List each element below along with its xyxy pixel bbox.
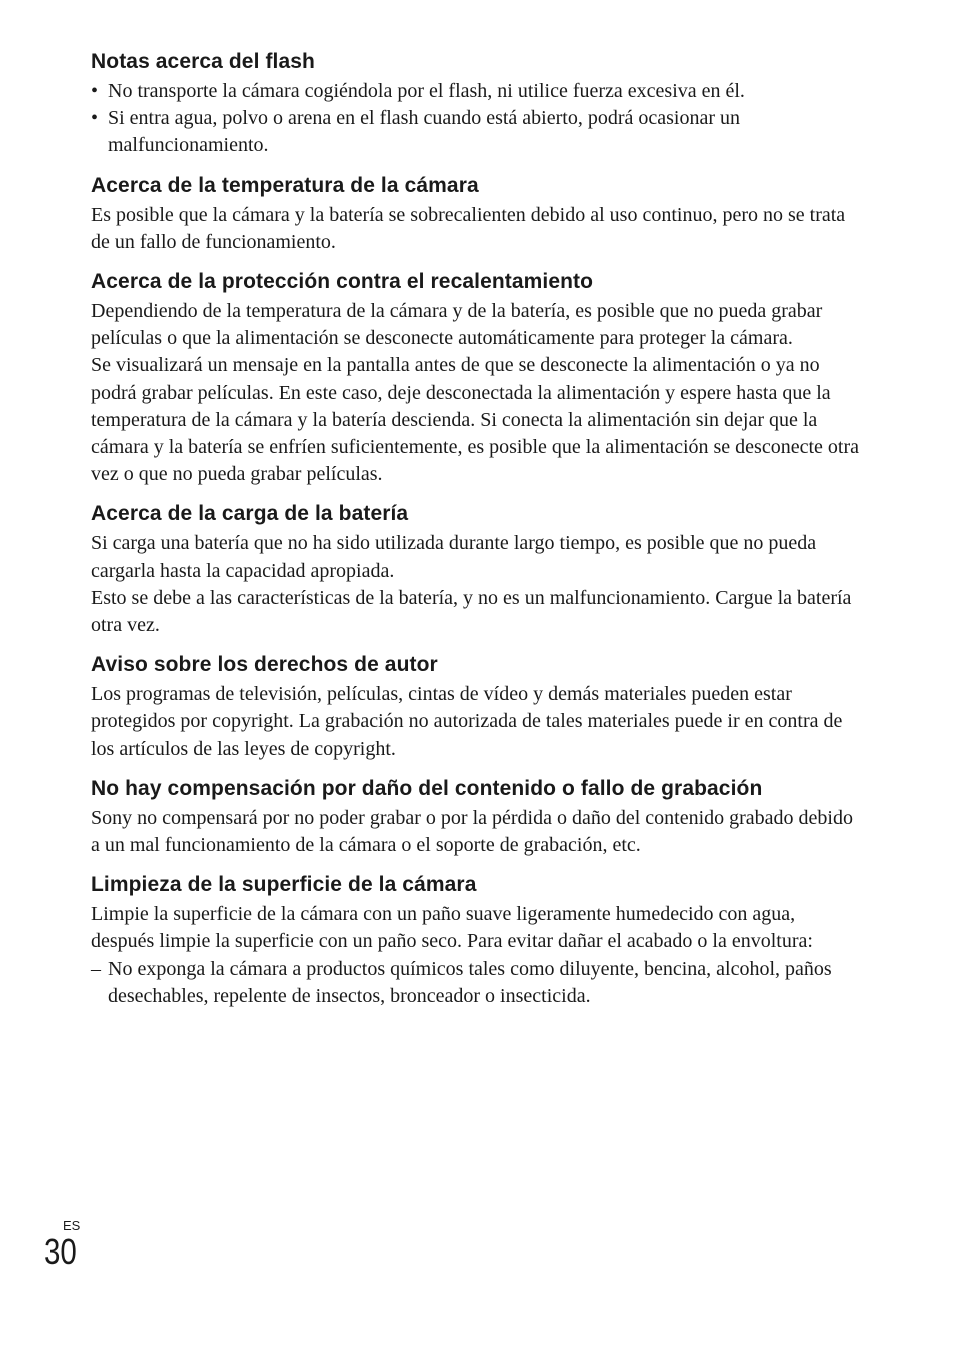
paragraph: Es posible que la cámara y la batería se sobrecalienten debido al uso continuo, pero no se trata de un fallo de funcionamiento.	[91, 203, 846, 253]
paragraph: Limpie la superficie de la cámara con un paño suave ligeramente humedecido con agua, después limpie la superficie con un paño seco. Para evitar dañar el acabado o la envoltura:	[91, 903, 813, 953]
section-heading: Notas acerca del flash	[91, 50, 315, 73]
paragraph: Esto se debe a las características de la batería, y no es un malfuncionamiento. Cargue la batería otra vez.	[91, 586, 852, 637]
paragraph: Los programas de televisión, películas, cintas de vídeo y demás materiales pueden estar protegidos por copyright. La grabación no autorizada de tales materiales puede ir en contra de los artículos de las leyes de copyright.	[91, 683, 843, 760]
bullet-marker: •	[91, 107, 99, 130]
page-number: 30	[44, 1231, 77, 1272]
dash-list-item	[91, 956, 861, 1010]
section-heading: Acerca de la protección contra el recalentamiento	[91, 270, 594, 294]
paragraph: Si carga una batería que no ha sido utilizada durante largo tiempo, es posible que no pueda cargarla hasta la capacidad apropiada.	[91, 532, 817, 582]
page-content	[91, 48, 861, 1022]
bullet-list	[91, 78, 861, 160]
list-item-text: No transporte la cámara cogiéndola por el flash, ni utilice fuerza excesiva en él.	[108, 80, 745, 102]
dash-item-text: No exponga la cámara a productos químicos tales como diluyente, bencina, alcohol, paños desechables, repelente de insectos, bronceador o insecticida.	[108, 957, 832, 1007]
section-heading: Aviso sobre los derechos de autor	[91, 653, 438, 677]
section-heading: Acerca de la carga de la batería	[91, 502, 409, 526]
language-code: ES	[63, 1218, 81, 1233]
paragraph: Sony no compensará por no poder grabar o por la pérdida o daño del contenido grabado debido a un mal funcionamiento de la cámara o el soporte de grabación, etc.	[91, 806, 853, 857]
bullet-marker: •	[91, 80, 99, 102]
section-heading: No hay compensación por daño del contenido o fallo de grabación	[91, 776, 763, 800]
section-overheat-protection	[91, 268, 861, 488]
list-item-text: Si entra agua, polvo o arena en el flash cuando está abierto, podrá ocasionar un malfuncionamiento.	[108, 107, 740, 157]
section-battery-charging	[91, 500, 861, 639]
section-copyright-notice	[91, 651, 861, 763]
section-heading: Acerca de la temperatura de la cámara	[91, 173, 479, 197]
section-heading: Limpieza de la superficie de la cámara	[91, 873, 477, 897]
section-no-compensation	[91, 775, 861, 859]
list-item	[91, 105, 861, 159]
section-flash-notes	[91, 48, 861, 160]
list-item	[91, 78, 861, 105]
paragraph: Se visualizará un mensaje en la pantalla antes de que se desconecte la alimentación o ya no podrá grabar películas. En este caso, deje desconectada la alimentación y espere hasta que la temperatura de la cámara y la batería descienda. Si conecta la alimentación sin dejar que la cámara y la batería se enfríen suficientemente, es posible que la alimentación se desconecte otra vez o que no pueda grabar películas.	[91, 354, 859, 486]
section-camera-temperature	[91, 172, 861, 256]
dash-marker: –	[91, 957, 101, 980]
section-surface-cleaning	[91, 871, 861, 1010]
paragraph: Dependiendo de la temperatura de la cámara y de la batería, es posible que no pueda grabar películas o que la alimentación se desconecte automáticamente para proteger la cámara.	[91, 300, 823, 350]
